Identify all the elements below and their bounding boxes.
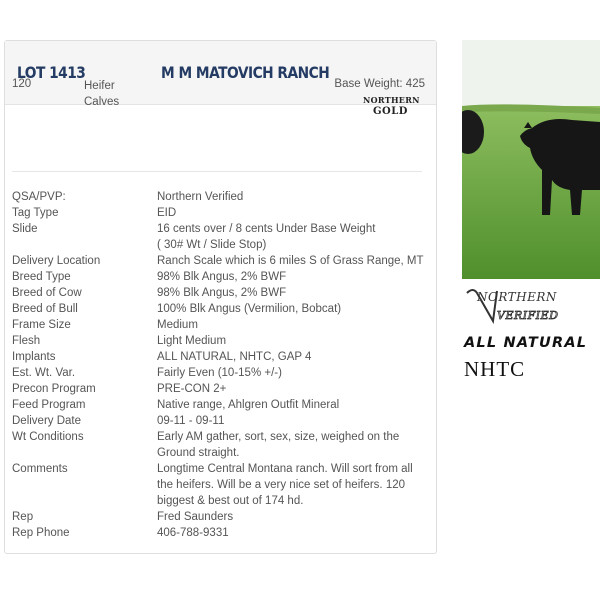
detail-row [12, 221, 427, 253]
detail-value [157, 253, 427, 269]
detail-value [157, 509, 427, 525]
detail-label: Feed Program [12, 399, 86, 411]
cattle-class-line1: Heifer [84, 80, 115, 92]
ranch-name: M M MATOVICH RANCH [161, 63, 330, 82]
detail-value-line: 100% Blk Angus (Vermilion, Bobcat) [157, 303, 342, 315]
detail-value [157, 333, 427, 349]
detail-label: Comments [12, 463, 68, 475]
detail-row [12, 413, 427, 429]
detail-value-line: PRE-CON 2+ [157, 383, 227, 395]
detail-label: Frame Size [12, 319, 71, 331]
detail-label: Breed of Bull [12, 303, 78, 315]
detail-value [157, 301, 427, 317]
detail-value [157, 205, 427, 221]
detail-label: Rep Phone [12, 527, 70, 539]
detail-row [12, 253, 427, 269]
detail-value-line: ( 30# Wt / Slide Stop) [157, 239, 267, 251]
section-divider [12, 171, 422, 172]
detail-row [12, 429, 427, 461]
all-natural-badge: ALL NATURAL [464, 335, 588, 351]
detail-row [12, 189, 427, 205]
detail-value [157, 397, 427, 413]
detail-value [157, 269, 427, 285]
detail-value-line: ALL NATURAL, NHTC, GAP 4 [157, 351, 312, 363]
detail-row [12, 333, 427, 349]
detail-label: Rep [12, 511, 34, 523]
detail-value [157, 429, 427, 461]
detail-value-line: Early AM gather, sort, sex, size, weighed on the [157, 431, 400, 443]
detail-value [157, 381, 427, 397]
detail-row [12, 317, 427, 333]
lot-summary [12, 78, 425, 130]
detail-value [157, 189, 427, 205]
cattle-class-line2: Calves [84, 96, 120, 108]
cattle-class [84, 78, 119, 110]
lot-details [12, 189, 427, 541]
detail-value-line: Medium [157, 319, 198, 331]
detail-row [12, 269, 427, 285]
detail-value [157, 413, 427, 429]
lot-number: LOT 1413 [17, 63, 86, 82]
detail-label: Breed of Cow [12, 287, 82, 299]
detail-value-line: 98% Blk Angus, 2% BWF [157, 271, 287, 283]
detail-row [12, 509, 427, 525]
detail-value [157, 349, 427, 365]
detail-label: Slide [12, 223, 38, 235]
northern-gold-logo-line1: NORTHERN [363, 95, 420, 105]
detail-row [12, 365, 427, 381]
detail-value-line: Fred Saunders [157, 511, 234, 523]
northern-gold-logo [361, 94, 425, 116]
nhtc-badge: NHTC [464, 357, 526, 381]
detail-value-line: EID [157, 207, 177, 219]
detail-value [157, 221, 427, 253]
detail-row [12, 525, 427, 541]
detail-label: Tag Type [12, 207, 59, 219]
northern-verified-logo-line1: NORTHERN [477, 290, 557, 304]
detail-value-line: Fairly Even (10-15% +/-) [157, 367, 282, 379]
detail-value [157, 365, 427, 381]
detail-row [12, 381, 427, 397]
detail-value-line: Northern Verified [157, 191, 244, 203]
detail-value-line: Native range, Ahlgren Outfit Mineral [157, 399, 340, 411]
detail-label: Breed Type [12, 271, 71, 283]
head-count: 120 [12, 78, 32, 90]
detail-value-line: 09-11 - 09-11 [157, 415, 225, 427]
cattle-photo [462, 40, 600, 279]
detail-value [157, 285, 427, 301]
detail-value [157, 525, 427, 541]
detail-row [12, 301, 427, 317]
detail-label: Flesh [12, 335, 41, 347]
detail-label: Precon Program [12, 383, 96, 395]
base-weight: Base Weight: 425 [334, 78, 425, 90]
detail-value [157, 317, 427, 333]
detail-value-line: the heifers. Will be a very nice set of heifers. 120 [157, 479, 406, 491]
detail-row [12, 349, 427, 365]
detail-label: Delivery Date [12, 415, 82, 427]
detail-value-line: biggest & best out of 174 hd. [157, 495, 304, 507]
detail-value-line: 98% Blk Angus, 2% BWF [157, 287, 287, 299]
detail-row [12, 461, 427, 509]
detail-label: Delivery Location [12, 255, 101, 267]
detail-value-line: Ranch Scale which is 6 miles S of Grass Range, MT [157, 255, 424, 267]
detail-value [157, 461, 427, 509]
detail-value-line: Longtime Central Montana ranch. Will sort from all [157, 463, 413, 475]
detail-label: QSA/PVP: [12, 191, 66, 203]
northern-verified-logo-line2: VERIFIED [497, 309, 559, 322]
detail-label: Implants [12, 351, 56, 363]
detail-row [12, 397, 427, 413]
detail-row [12, 285, 427, 301]
detail-value-line: 16 cents over / 8 cents Under Base Weight [157, 223, 376, 235]
northern-gold-logo-line2: GOLD [373, 106, 408, 116]
detail-value-line: Ground straight. [157, 447, 240, 459]
detail-label: Est. Wt. Var. [12, 367, 76, 379]
detail-value-line: Light Medium [157, 335, 227, 347]
detail-value-line: 406-788-9331 [157, 527, 229, 539]
detail-row [12, 205, 427, 221]
northern-verified-logo [463, 285, 563, 331]
detail-label: Wt Conditions [12, 431, 84, 443]
